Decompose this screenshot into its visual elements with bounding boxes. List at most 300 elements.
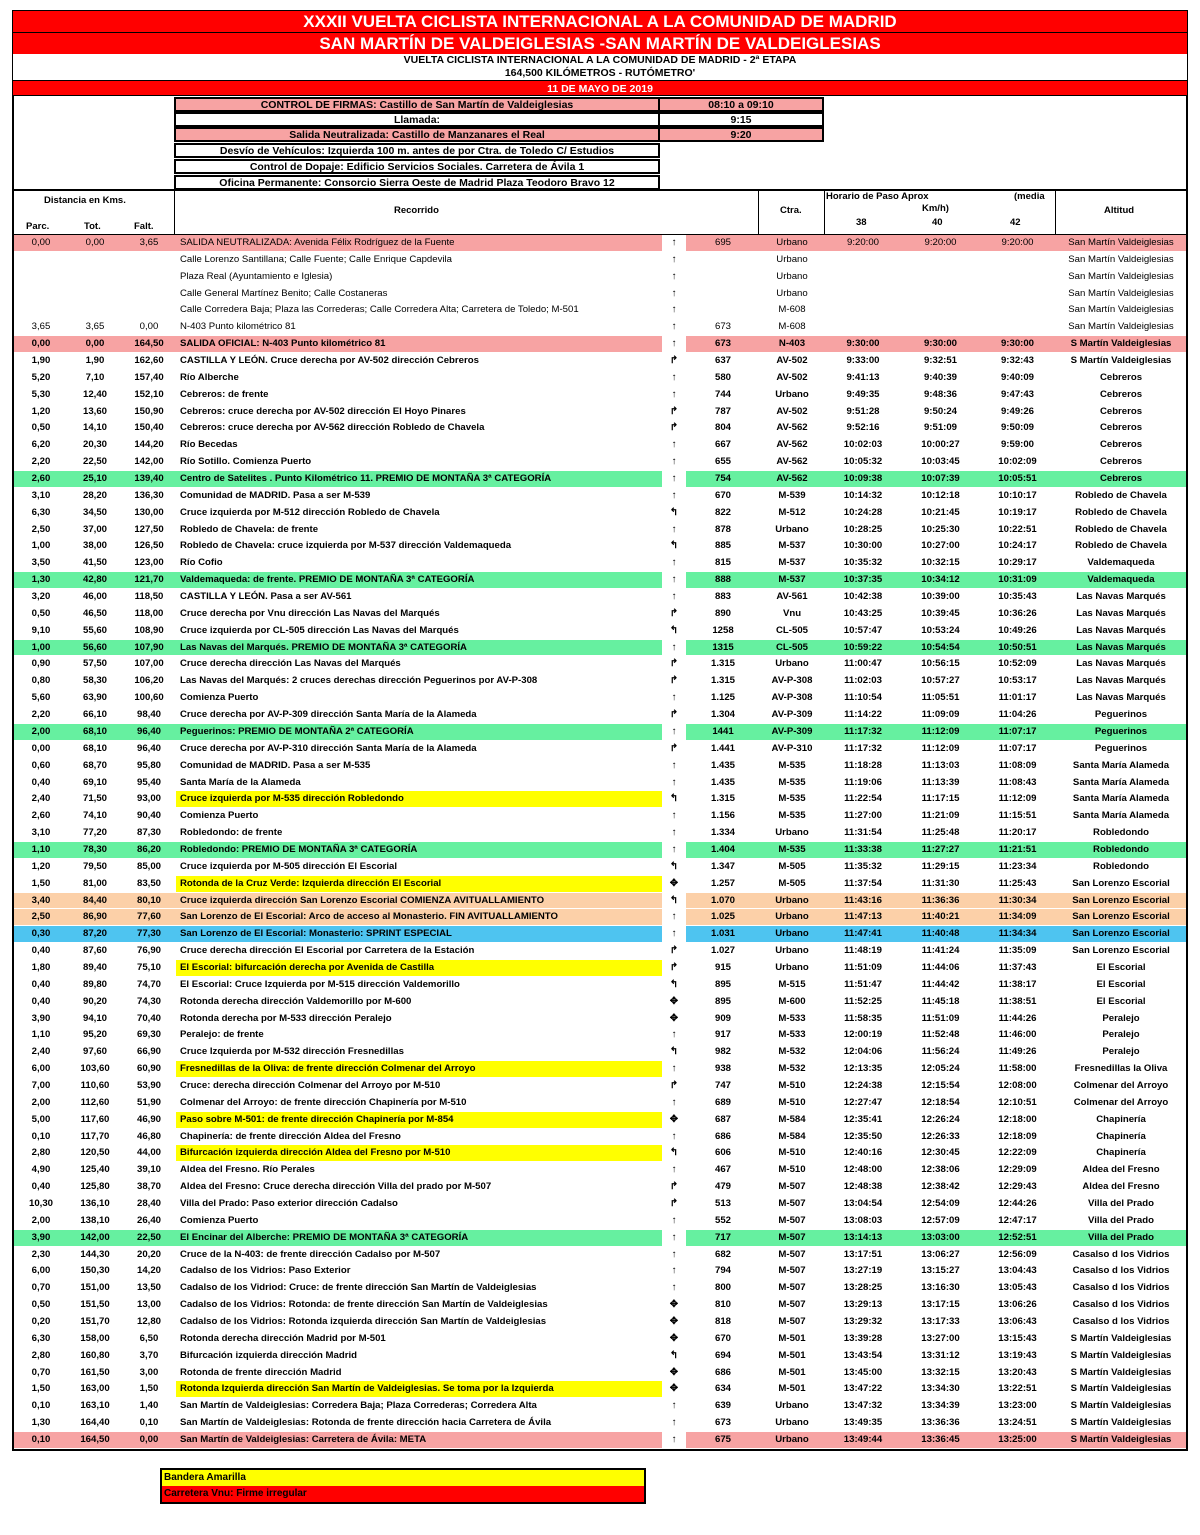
cell-falt: 70,40 [136,1012,161,1024]
cell-altitude: 878 [714,523,731,535]
cell-ctra: M-507 [778,1197,806,1209]
cell-falt: 127,50 [134,523,164,535]
cell-recorrido: Robledo de Chavela: cruce izquierda por M-537 dirección Valdemaqueda [180,540,512,552]
cell-parc: 1,50 [31,1383,51,1395]
cell-altitude: 1.070 [710,894,735,906]
cell-recorrido: Cruce derecha dirección El Escorial por Carretera de la Estación [180,945,475,957]
table-row [14,876,1186,893]
cell-recorrido: Fresnedillas de la Oliva: de frente dirección Colmenar del Arroyo [176,1061,662,1077]
cell-location: Santa María Alameda [1072,759,1170,771]
cell-recorrido: Rotonda de frente dirección Madrid [180,1366,342,1378]
cell-time-42: 13:25:00 [998,1434,1037,1446]
cell-ctra: M-608 [778,304,806,316]
cell-altitude: 1.441 [710,742,735,754]
cell-altitude: 1.027 [710,945,735,957]
cell-time-42: 11:58:00 [998,1063,1037,1075]
cell-parc: 1,10 [31,1029,51,1041]
cell-tot: 0,00 [85,237,105,248]
turn-right-icon: ↱ [669,658,679,670]
table-row [14,690,1186,707]
cell-tot: 164,50 [80,1434,110,1446]
straight-arrow-icon: ↑ [671,304,677,316]
cell-parc: 6,00 [31,1265,51,1277]
cell-time-42: 11:21:51 [998,843,1037,855]
table-row [14,656,1186,673]
cell-tot: 28,20 [82,489,107,501]
cell-falt: 118,00 [134,607,164,619]
cell-ctra: Urbano [775,1400,809,1412]
cell-parc [14,252,68,268]
cell-time-40: 13:34:30 [921,1383,960,1395]
cell-altitude: 606 [714,1147,731,1159]
cell-falt: 139,40 [134,473,164,485]
cell-location: San Martín Valdeiglesias [1068,237,1174,248]
cell-recorrido: Comienza Puerto [180,692,259,704]
cell-time-42: 11:07:17 [998,742,1037,754]
cell-recorrido: Rotonda derecha por M-533 dirección Peralejo [180,1012,392,1024]
cell-time-38: 12:04:06 [843,1046,883,1058]
cell-time-40: 11:05:51 [921,692,960,704]
cell-time-40: 11:31:30 [921,877,960,889]
cell-altitude: 479 [714,1181,731,1193]
table-row [14,859,1186,876]
table-row [14,1297,1186,1314]
cell-location: Las Navas Marqués [1076,658,1166,670]
cell-recorrido: Comienza Puerto [180,810,259,822]
cell-recorrido: Comunidad de MADRID. Pasa a ser M-535 [180,759,371,771]
cell-ctra: M-512 [778,506,806,518]
cell-altitude: 800 [714,1282,731,1294]
cell-altitude: 1.315 [710,675,735,687]
cell-ctra: M-507 [778,1265,806,1277]
cell-parc: 3,10 [31,827,51,839]
roundabout-icon: ✥ [669,1113,679,1125]
llamada: Llamada: [174,112,660,127]
cell-falt: 87,30 [136,827,161,839]
cell-time-40: 11:51:09 [921,1012,960,1024]
cell-time-38: 11:31:54 [844,827,882,839]
cell-time-40: 12:38:42 [921,1181,960,1193]
table-row [14,1095,1186,1112]
cell-parc: 3,20 [31,591,51,603]
straight-arrow-icon: ↑ [662,1432,686,1448]
cell-altitude: 744 [714,388,731,400]
roundabout-icon: ✥ [669,1299,679,1311]
roundabout-icon: ✥ [669,1012,679,1024]
table-row [14,1179,1186,1196]
cell-tot: 7,10 [85,371,105,383]
cell-time-40: 12:26:33 [921,1130,960,1142]
cell-parc: 0,50 [31,422,51,434]
cell-altitude: 1258 [712,624,734,636]
cell-time-38: 13:08:03 [843,1214,883,1226]
table-row [14,1078,1186,1095]
cell-altitude: 1.315 [710,793,735,805]
table-row [14,1129,1186,1146]
table-row [14,1331,1186,1348]
cell-time-40: 9:48:36 [923,388,958,400]
cell-falt: 46,90 [136,1113,161,1125]
cell-time-42: 13:23:00 [998,1400,1037,1412]
table-row [14,741,1186,758]
cell-time-42 [979,269,1056,285]
cell-time-42: 12:56:09 [998,1248,1037,1260]
cell-ctra: Urbano [775,1434,809,1446]
cell-location: Robledondo [1093,827,1149,839]
cell-recorrido: Cruce derecha dirección Las Navas del Marqués [180,658,401,670]
table-row [14,302,1186,319]
cell-altitude: 717 [714,1231,731,1243]
cell-location: San Lorenzo Escorial [1072,945,1170,957]
roundabout-icon: ✥ [669,995,679,1007]
cell-recorrido: Valdemaqueda: de frente. PREMIO DE MONTAÑA 3ª CATEGORÍA [180,574,475,586]
cell-time-38: 10:05:32 [843,456,883,468]
cell-altitude: 1.334 [710,827,735,839]
cell-ctra: M-501 [778,1383,806,1395]
cell-tot: 95,20 [82,1029,107,1041]
cell-altitude [686,269,760,285]
cell-time-38: 10:35:32 [843,557,883,569]
cell-parc: 1,00 [31,540,51,552]
cell-parc: 2,00 [31,1096,51,1108]
cell-altitude: 787 [714,405,731,417]
straight-arrow-icon: ↑ [671,388,677,400]
cell-time-40: 12:30:45 [921,1147,960,1159]
cell-tot: 57,50 [82,658,107,670]
cell-recorrido: Río Cofio [180,557,223,569]
cell-altitude: 1.257 [710,877,735,889]
cell-recorrido: Cebreros: cruce derecha por AV-562 dirección Robledo de Chavela [180,422,485,434]
cell-location: Las Navas Marqués [1076,624,1166,636]
straight-arrow-icon: ↑ [671,557,677,569]
cell-time-42: 13:05:43 [998,1282,1037,1294]
cell-ctra: M-507 [778,1299,806,1311]
cell-tot: 37,00 [82,523,107,535]
cell-location: S Martín Valdeiglesias [1070,1349,1172,1361]
cell-parc: 2,50 [31,911,51,923]
cell-recorrido: San Martín de Valdeiglesias: Carretera de Ávila: META [180,1434,427,1446]
cell-ctra: AV-561 [776,591,808,603]
cell-location: Cebreros [1099,422,1143,434]
cell-ctra: AV-502 [776,371,808,383]
cell-tot: 151,00 [80,1282,110,1294]
cell-time-38: 11:10:54 [844,692,882,704]
cell-time-42: 12:18:00 [998,1113,1037,1125]
cell-time-38: 12:13:35 [843,1063,883,1075]
cell-time-40: 12:38:06 [921,1164,960,1176]
cell-recorrido: Cruce derecha por Vnu dirección Las Navas del Marqués [180,607,440,619]
cell-tot: 97,60 [82,1046,107,1058]
cell-time-40: 12:18:54 [921,1096,960,1108]
route-table [12,235,1188,1451]
cell-tot: 38,00 [82,540,107,552]
cell-altitude: 689 [714,1096,731,1108]
table-row [14,893,1186,910]
cell-location: S Martín Valdeiglesias [1070,338,1172,350]
cell-time-40: 10:12:18 [921,489,960,501]
cell-location: Villa del Prado [1088,1214,1154,1226]
cell-time-42: 12:47:17 [998,1214,1037,1226]
cell-ctra: M-510 [778,1147,806,1159]
cell-time-40: 12:05:24 [921,1063,960,1075]
cell-falt: 107,00 [134,658,164,670]
cell-ctra: Urbano [776,237,808,248]
cell-tot: 110,60 [80,1079,110,1091]
table-row [14,842,1186,859]
cell-falt: 77,30 [136,928,161,940]
cell-parc: 1,10 [31,843,51,855]
cell-recorrido: Robledondo: PREMIO DE MONTAÑA 3ª CATEGORÍA [180,843,418,855]
cell-altitude: 1441 [712,725,734,737]
cell-tot: 68,10 [82,725,107,737]
cell-altitude: 1315 [712,641,734,653]
cell-tot: 144,30 [80,1248,110,1260]
turn-left-icon: ↰ [669,624,679,636]
cell-time-40: 10:53:24 [921,624,960,636]
cell-tot: 79,50 [82,860,107,872]
cell-falt: 106,20 [134,675,164,687]
cell-time-38: 11:48:19 [844,945,882,957]
stage-date: 11 DE MAYO DE 2019 [12,80,1188,96]
cell-time-38: 13:29:13 [843,1299,883,1311]
cell-tot: 12,40 [82,388,107,400]
cell-time-42: 9:32:43 [1000,355,1035,367]
cell-falt: 6,50 [139,1332,159,1344]
cell-location: San Lorenzo Escorial [1072,911,1170,923]
cell-ctra: M-507 [778,1316,806,1327]
cell-recorrido: SALIDA NEUTRALIZADA: Avenida Félix Rodríguez de la Fuente [180,237,455,248]
cell-parc: 1,50 [31,877,51,889]
cell-ctra: M-584 [778,1130,806,1142]
cell-time-38: 9:49:35 [846,388,880,400]
cell-location: Peralejo [1102,1012,1140,1024]
header-distancia: Distancia en Kms. [44,195,126,206]
cell-time-42: 11:49:26 [998,1046,1037,1058]
straight-arrow-icon: ↑ [671,692,677,704]
cell-ctra: M-533 [778,1012,806,1024]
cell-tot: 87,60 [82,945,107,957]
cell-time-40 [902,252,979,268]
cell-recorrido: Río Sotillo. Comienza Puerto [180,456,312,468]
cell-altitude: 1.435 [710,776,735,788]
cell-falt: 13,00 [136,1299,161,1311]
cell-parc: 3,65 [31,321,51,333]
cell-parc: 0,60 [31,759,51,771]
cell-altitude: 655 [714,456,731,468]
cell-recorrido: Peguerinos: PREMIO DE MONTAÑA 2ª CATEGORÍA [180,725,414,737]
cell-ctra: M-505 [778,877,806,889]
table-row [14,724,1186,741]
cell-altitude: 888 [714,574,731,586]
cell-time-38: 13:04:54 [843,1197,883,1209]
cell-time-38: 10:30:00 [843,540,883,552]
cell-ctra: M-532 [778,1063,806,1075]
cell-ctra: M-535 [778,793,806,805]
cell-altitude: 1.347 [710,860,735,872]
title-race: XXXII VUELTA CICLISTA INTERNACIONAL A LA COMUNIDAD DE MADRID [12,10,1188,32]
cell-ctra: M-507 [778,1181,806,1193]
subtitle-stage: VUELTA CICLISTA INTERNACIONAL A LA COMUNIDAD DE MADRID - 2ª ETAPA [12,54,1188,67]
cell-tot: 117,60 [80,1113,110,1125]
cell-time-40: 11:12:09 [921,742,960,754]
cell-time-42: 11:08:43 [998,776,1037,788]
cell-altitude: 895 [714,978,731,990]
cell-time-40: 11:13:39 [921,776,960,788]
table-row [14,1196,1186,1213]
cell-recorrido: Peralejo: de frente [180,1029,264,1041]
cell-time-40: 13:34:39 [921,1400,960,1412]
legend-bandera-amarilla: Bandera Amarilla [162,1470,644,1486]
cell-parc: 2,30 [31,1248,51,1260]
cell-time-40 [902,269,979,285]
cell-parc: 0,90 [31,658,51,670]
cell-time-38: 11:19:06 [844,776,882,788]
cell-parc: 0,70 [31,1366,51,1378]
cell-time-38: 13:39:28 [843,1332,883,1344]
cell-location: San Martín Valdeiglesias [1068,321,1174,333]
cell-time-40: 11:44:42 [921,978,960,990]
cell-altitude: 552 [714,1214,731,1226]
cell-time-38: 11:47:41 [844,928,882,940]
cell-altitude: 467 [714,1164,731,1176]
cell-time-38: 10:43:25 [843,607,883,619]
table-row [14,387,1186,404]
cell-time-40: 11:13:03 [921,759,960,771]
cell-location: S Martín Valdeiglesias [1070,1417,1172,1429]
turn-left-icon: ↰ [669,1046,679,1058]
cell-altitude: 909 [714,1012,731,1024]
table-row [14,926,1186,943]
cell-ctra: N-403 [778,338,806,350]
cell-recorrido: San Martín de Valdeiglesias: Corredera Baja; Plaza Correderas; Corredera Alta [180,1400,537,1412]
cell-time-42: 10:22:51 [998,523,1037,535]
table-row [14,943,1186,960]
cell-parc: 6,30 [31,1332,51,1344]
cell-falt: 107,90 [134,641,164,653]
straight-arrow-icon: ↑ [671,810,677,822]
cell-time-40: 10:07:39 [921,473,960,485]
table-row [14,825,1186,842]
cell-ctra: Urbano [775,961,809,973]
cell-parc: 0,50 [31,1299,51,1311]
cell-parc: 2,60 [31,473,51,485]
cell-tot: 20,30 [82,439,107,451]
straight-arrow-icon: ↑ [671,827,677,839]
cell-altitude: 673 [714,1417,731,1429]
cell-location: Fresnedillas la Oliva [1074,1063,1168,1075]
cell-tot: 164,40 [80,1417,110,1429]
table-row [14,252,1186,269]
cell-ctra: CL-505 [776,641,808,653]
cell-recorrido: Paso sobre M-501: de frente dirección Chapinería por M-854 [176,1112,662,1128]
cell-location: Cebreros [1099,456,1143,468]
cell-time-38: 11:37:54 [844,877,882,889]
cell-time-42: 12:29:09 [998,1164,1037,1176]
cell-time-42: 10:49:26 [998,624,1037,636]
cell-ctra: M-501 [778,1366,806,1378]
cell-time-38: 9:52:16 [846,422,880,434]
cell-ctra: Urbano [776,253,808,265]
cell-time-42: 13:20:43 [998,1366,1037,1378]
cell-parc: 6,30 [31,506,51,518]
turn-right-icon: ↱ [669,607,679,619]
cell-time-40: 12:57:09 [921,1214,960,1226]
cell-time-42: 9:47:43 [1000,388,1035,400]
cell-altitude: 687 [714,1113,731,1125]
cell-time-42: 11:01:17 [998,692,1037,704]
cell-altitude: 695 [714,237,731,248]
cell-time-42: 10:31:09 [998,574,1037,586]
table-row [14,673,1186,690]
cell-time-42: 12:10:51 [998,1096,1037,1108]
cell-tot: 71,50 [82,793,107,805]
straight-arrow-icon: ↑ [671,1029,677,1041]
cell-recorrido: Santa María de la Alameda [180,776,301,788]
cell-ctra: M-535 [778,776,806,788]
cell-tot: 55,60 [82,624,107,636]
cell-time-42: 11:15:51 [998,810,1037,822]
table-row [14,1230,1186,1247]
title-stage: SAN MARTÍN DE VALDEIGLESIAS -SAN MARTÍN DE VALDEIGLESIAS [12,32,1188,54]
cell-parc: 1,20 [31,860,51,872]
cell-ctra: M-507 [778,1282,806,1294]
cell-location: Las Navas Marqués [1076,641,1166,653]
cell-tot: 142,00 [80,1231,110,1243]
cell-recorrido: Las Navas del Marqués. PREMIO DE MONTAÑA 3ª CATEGORÍA [180,641,467,653]
cell-altitude: 667 [714,439,731,451]
cell-recorrido: N-403 Punto kilométrico 81 [180,321,296,333]
cell-time-38: 10:37:35 [843,574,883,586]
cell-time-38: 10:28:25 [843,523,883,535]
cell-falt: 74,30 [136,995,161,1007]
cell-time-40: 12:15:54 [921,1079,960,1091]
table-row [14,1432,1186,1449]
cell-time-40: 11:09:09 [921,709,960,721]
cell-time-38: 12:35:50 [843,1130,883,1142]
cell-tot: 13,60 [82,405,107,417]
cell-time-40: 10:39:45 [921,607,960,619]
cell-recorrido: Rotonda Izquierda dirección San Martín de Valdeiglesias. Se toma por la Izquierda [176,1381,662,1397]
straight-arrow-icon: ↑ [662,572,686,588]
cell-time-40: 10:00:27 [921,439,960,451]
header-parc: Parc. [26,221,50,232]
straight-arrow-icon: ↑ [662,640,686,656]
turn-right-icon: ↱ [669,709,679,721]
cell-ctra: M-537 [778,574,806,586]
cell-recorrido: Calle General Martínez Benito; Calle Costaneras [180,287,388,299]
cell-tot: 161,50 [80,1366,110,1378]
cell-falt [122,252,176,268]
cell-falt: 13,50 [136,1282,161,1294]
cell-time-42: 13:24:51 [998,1417,1037,1429]
cell-time-42: 10:53:17 [998,675,1037,687]
cell-falt: 77,60 [136,911,161,923]
turn-right-icon: ↱ [669,1079,679,1091]
straight-arrow-icon: ↑ [671,523,677,535]
cell-time-38: 13:28:25 [843,1282,883,1294]
cell-tot: 66,10 [82,709,107,721]
cell-altitude: 915 [714,961,731,973]
cell-recorrido: Bifurcación izquierda dirección Aldea del Fresno por M-510 [176,1145,662,1161]
cell-time-42: 11:25:43 [998,877,1037,889]
cell-time-38: 13:29:32 [843,1316,883,1327]
cell-altitude: 815 [714,557,731,569]
cell-parc: 1,20 [31,405,51,417]
cell-parc: 3,10 [31,489,51,501]
cell-tot: 138,10 [80,1214,110,1226]
cell-time-40: 13:06:27 [921,1248,960,1260]
cell-parc: 2,00 [31,725,51,737]
